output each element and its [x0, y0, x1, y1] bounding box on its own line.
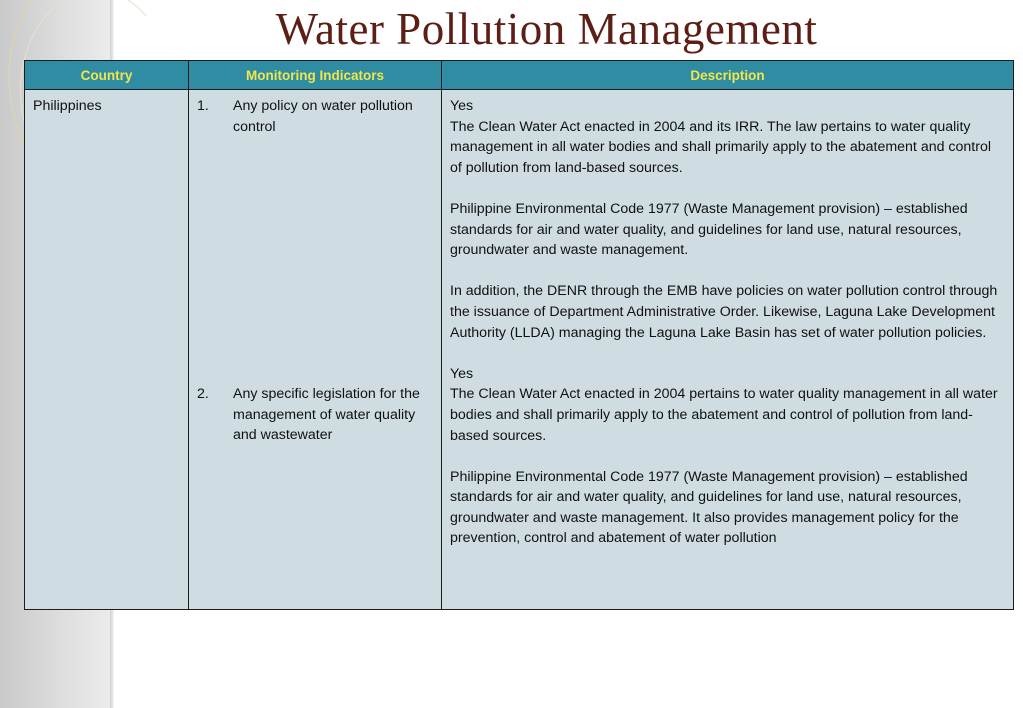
description-paragraph: The Clean Water Act enacted in 2004 and its IRR. The law pertains to water quality management in all water bodies and shall primarily apply to the abatement and control of pollution from land-based sources. [450, 118, 992, 176]
indicator-item [197, 384, 433, 446]
indicator-spacer [197, 137, 433, 384]
paragraph-spacer [450, 446, 1005, 467]
paragraph-spacer [450, 261, 1005, 282]
description-paragraph: Philippine Environmental Code 1977 (Waste Management provision) – established standards for air and water quality, and guidelines for land use, natural resources, groundwater and waste management. It also provides management policy for the prevention, control and abatement of water pollution [450, 468, 968, 547]
country-cell: Philippines [25, 90, 189, 610]
header-country: Country [25, 61, 189, 90]
header-description: Description [442, 61, 1014, 90]
description-answer: Yes [450, 98, 474, 114]
table-row [25, 90, 1014, 610]
paragraph-spacer [450, 178, 1005, 199]
description-answer: Yes [450, 365, 474, 382]
description-cell [442, 90, 1014, 610]
description-paragraph: The Clean Water Act enacted in 2004 pertains to water quality management in all water bodies and shall primarily apply to the abatement and control of pollution from land-based sources. [450, 386, 998, 444]
header-monitoring-indicators: Monitoring Indicators [189, 61, 442, 90]
indicator-number: 2. [197, 386, 209, 403]
description-paragraph: In addition, the DENR through the EMB have policies on water pollution control through the issuance of Department Administrative Order. Likewise, Laguna Lake Development Authority (LLDA) managing the Laguna Lake Basin has set of water pollution policies. [450, 283, 998, 341]
paragraph-spacer [450, 343, 1005, 364]
indicator-number: 1. [197, 98, 209, 114]
description-paragraph: Philippine Environmental Code 1977 (Waste Management provision) – established standards for air and water quality, and guidelines for land use, natural resources, groundwater and waste management. [450, 200, 968, 259]
indicator-item [197, 96, 433, 137]
indicator-text: Any policy on water pollution control [233, 98, 413, 135]
water-pollution-table [24, 60, 1014, 610]
indicator-text: Any specific legislation for the management of water quality and wastewater [233, 386, 420, 444]
table-header-row [25, 61, 1014, 90]
slide-title: Water Pollution Management [275, 4, 818, 54]
indicators-cell [189, 90, 442, 610]
